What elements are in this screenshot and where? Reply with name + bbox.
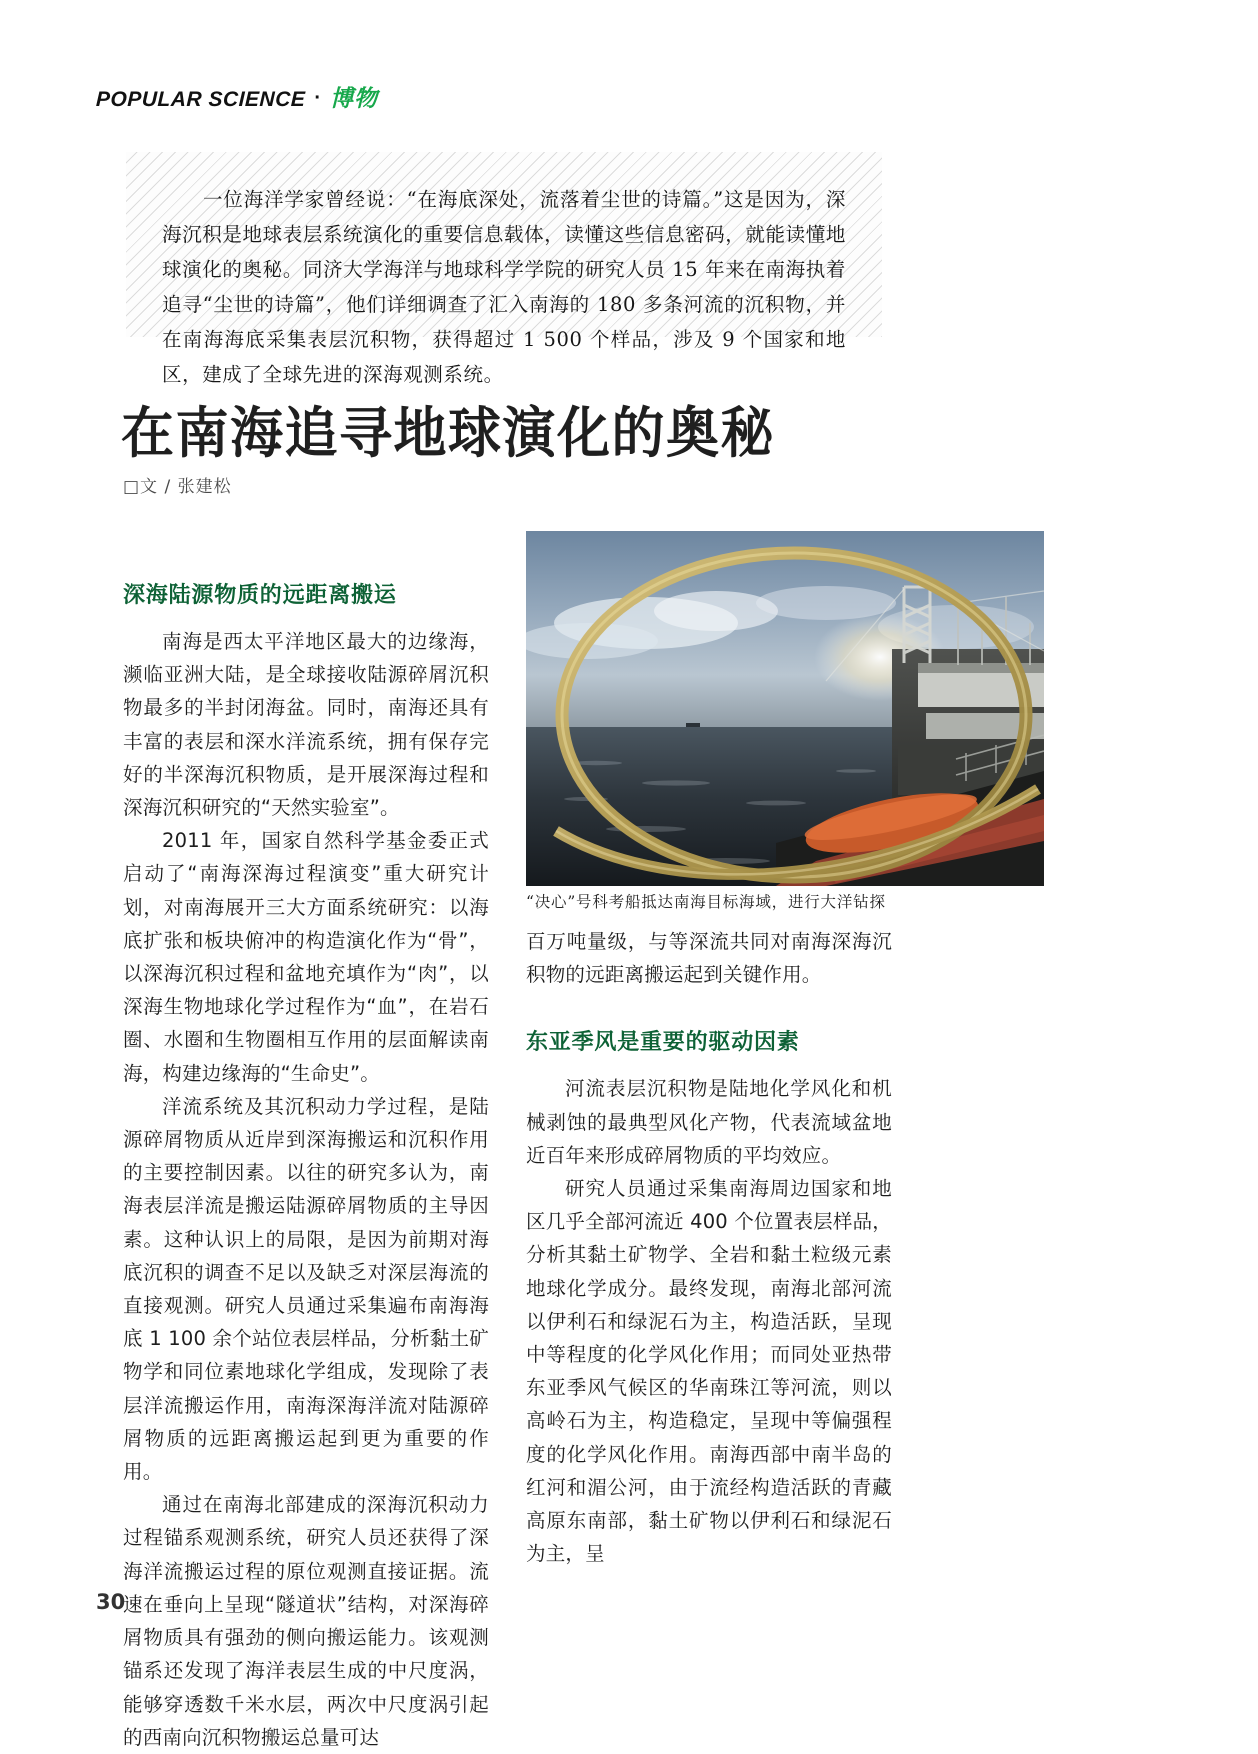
photo-figure	[526, 531, 1044, 886]
running-head-latin: POPULAR SCIENCE	[95, 88, 306, 111]
byline: □文 / 张建松	[123, 477, 232, 497]
right-column	[526, 925, 892, 1570]
body-paragraph: 通过在南海北部建成的深海沉积动力过程锚系观测系统，研究人员还获得了深海洋流搬运过程的原位观测直接证据。流速在垂向上呈现“隧道状”结构，对深海碎屑物质具有强劲的侧向搬运能力。该观测锚系还发现了海洋表层生成的中尺度涡，能够穿透数千米水层，两次中尺度涡引起的西南向沉积物搬运总量可达	[123, 1493, 489, 1749]
body-paragraph: 研究人员通过采集南海周边国家和地区几乎全部河流近 400 个位置表层样品，分析其黏土矿物学、全岩和黏土粒级元素地球化学成分。最终发现，南海北部河流以伊利石和绿泥石为主，构造活跃，呈现中等程度的化学风化作用；而同处亚热带东亚季风气候区的华南珠江等河流，则以高岭石为主，构造稳定，呈现中等偏强程度的化学风化作用。南海西部中南半岛的红河和湄公河，由于流经构造活跃的青藏高原东南部，黏土矿物以伊利石和绿泥石为主，呈	[526, 1177, 892, 1566]
section-heading-monsoon-driver: 东亚季风是重要的驱动因素	[526, 1030, 800, 1056]
photo-graphic	[526, 531, 1044, 886]
body-paragraph: 南海是西太平洋地区最大的边缘海，濒临亚洲大陆，是全球接收陆源碎屑沉积物最多的半封闭海盆。同时，南海还具有丰富的表层和深水洋流系统，拥有保存完好的半深海沉积物质，是开展深海过程和深海沉积研究的“天然实验室”。	[123, 630, 489, 820]
body-paragraph-continuation: 百万吨量级，与等深流共同对南海深海沉积物的远距离搬运起到关键作用。	[526, 930, 892, 987]
body-paragraph: 河流表层沉积物是陆地化学风化和机械剥蚀的最典型风化产物，代表流域盆地近百年来形成碎屑物质的平均效应。	[526, 1077, 892, 1167]
section-heading-deep-sea-transport: 深海陆源物质的远距离搬运	[123, 583, 397, 608]
drilling-ship-photo	[526, 531, 1044, 886]
page-title: 在南海追寻地球演化的奥秘	[121, 401, 775, 465]
left-column	[123, 578, 489, 1754]
abstract-text: 一位海洋学家曾经说：“在海底深处，流落着尘世的诗篇。”这是因为，深海沉积是地球表层系统演化的重要信息载体，读懂这些信息密码，就能读懂地球演化的奥秘。同济大学海洋与地球科学学院的研究人员 15 年来在南海执着追寻“尘世的诗篇”，他们详细调查了汇入南海的 180 多条河流的沉积物，并在南海海底采集表层沉积物，获得超过 1 500 个样品，涉及 9 个国家和地区，建成了全球先进的深海观测系统。	[162, 188, 846, 386]
body-paragraph: 洋流系统及其沉积动力学过程，是陆源碎屑物质从近岸到深海搬运和沉积作用的主要控制因素。以往的研究多认为，南海表层洋流是搬运陆源碎屑物质的主导因素。这种认识上的局限，是因为前期对海底沉积的调查不足以及缺乏对深层海流的直接观测。研究人员通过采集遍布南海海底 1 100 余个站位表层样品，分析黏土矿物学和同位素地球化学组成，发现除了表层洋流搬运作用，南海深海洋流对陆源碎屑物质的远距离搬运起到更为重要的作用。	[123, 1094, 489, 1484]
running-head-separator: ·	[314, 87, 322, 109]
abstract-box	[126, 152, 882, 386]
body-paragraph: 2011 年，国家自然科学基金委正式启动了“南海深海过程演变”重大研究计划，对南海展开三大方面系统研究：以海底扩张和板块俯冲的构造演化作为“骨”，以深海沉积过程和盆地充填作为“肉”，以深海生物地球化学过程作为“血”，在岩石圈、水圈和生物圈相互作用的层面解读南海，构建边缘海的“生命史”。	[123, 829, 489, 1085]
running-head-chinese: 博物	[330, 86, 379, 112]
page-number: 30	[96, 1590, 126, 1614]
photo-caption: “决心”号科考船抵达南海目标海域，进行大洋钻探	[526, 893, 886, 911]
running-head	[96, 80, 378, 113]
